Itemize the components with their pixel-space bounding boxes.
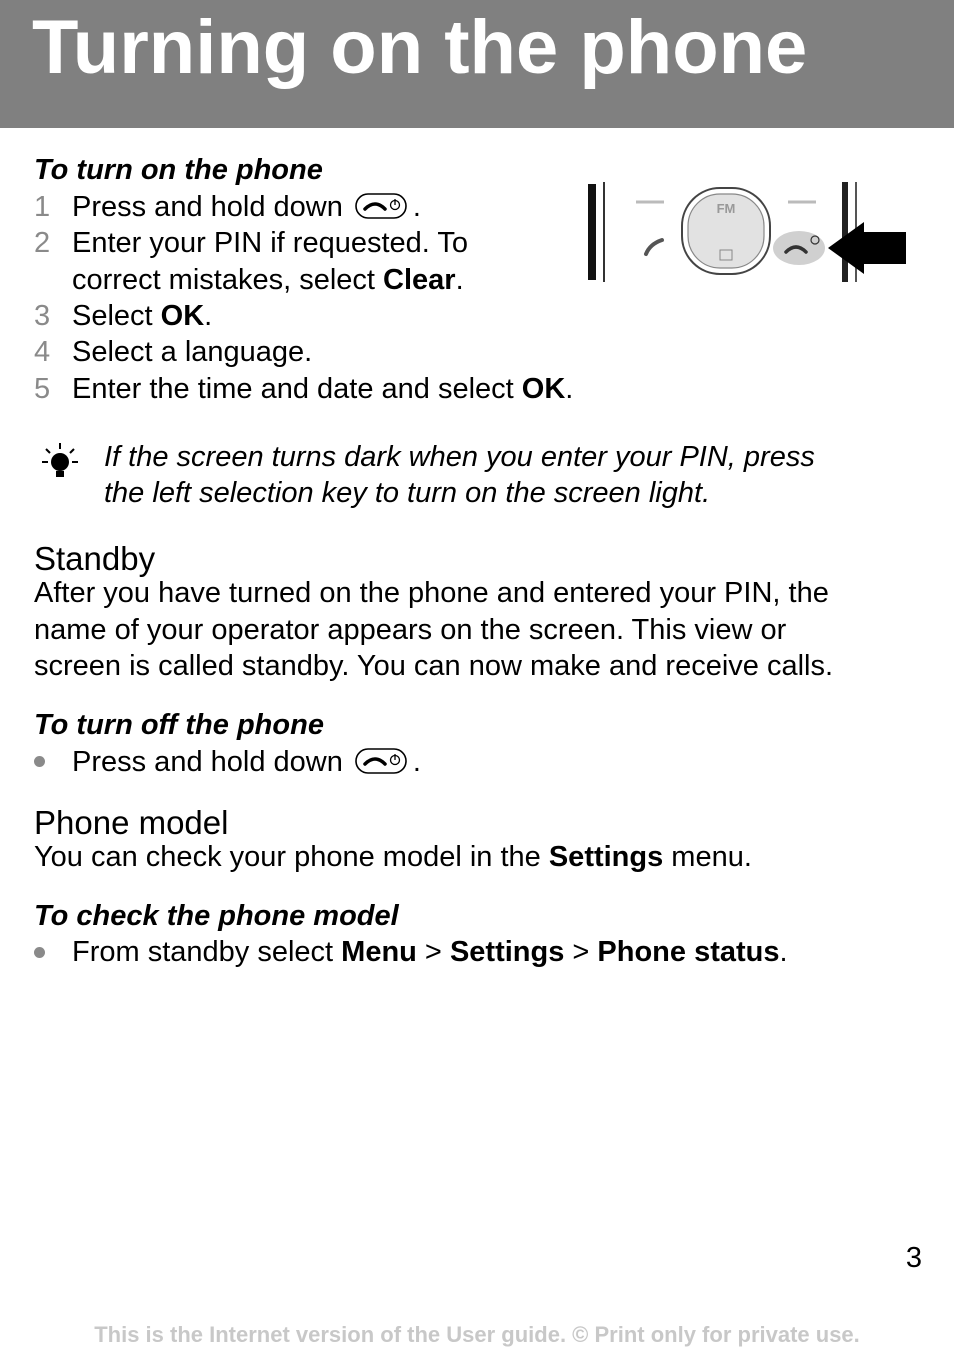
settings-label: Settings: [449, 936, 565, 968]
step-4: Select a language.: [72, 336, 313, 368]
step-3-suffix: .: [204, 300, 213, 332]
menu-label: Menu: [341, 936, 417, 968]
settings-label: Settings: [548, 841, 664, 873]
check-model-pre: From standby select: [72, 936, 342, 968]
step-1-suffix: .: [412, 191, 421, 223]
clear-label: Clear: [383, 264, 456, 296]
step-1-text: Press and hold down: [72, 191, 343, 223]
check-model-item: [72, 934, 788, 970]
phone-keypad-illustration: [584, 178, 909, 286]
ok-label: OK: [160, 300, 205, 332]
step-3: [72, 298, 212, 334]
call-key-icon: [646, 240, 662, 254]
turn-on-heading: To turn on the phone: [34, 154, 323, 186]
step-number: 5: [34, 373, 51, 405]
nav-key-icon: [682, 188, 770, 274]
phone-model-text: [34, 839, 752, 875]
tip-line-2: the left selection key to turn on the screen light.: [104, 477, 711, 509]
step-5-suffix: .: [565, 373, 574, 405]
turn-off-text: Press and hold down: [72, 746, 343, 778]
step-3-text: Select: [72, 300, 161, 332]
footer-notice: This is the Internet version of the User guide. © Print only for private use.: [94, 1322, 860, 1347]
standby-line-3: screen is called standby. You can now make and receive calls.: [34, 650, 834, 682]
step-number: 1: [34, 191, 51, 223]
bullet: [34, 756, 45, 767]
phone-model-post: menu.: [663, 841, 752, 873]
standby-heading: Standby: [34, 540, 156, 577]
step-number: 2: [34, 227, 51, 259]
tip-line-1: If the screen turns dark when you enter your PIN, press: [104, 441, 815, 473]
standby-line-2: name of your operator appears on the screen. This view or: [34, 614, 787, 646]
phone-model-pre: You can check your phone model in the: [34, 841, 549, 873]
turn-off-heading: To turn off the phone: [34, 709, 324, 741]
step-number: 3: [34, 300, 51, 332]
standby-line-1: After you have turned on the phone and entered your PIN, the: [34, 577, 829, 609]
ok-label: OK: [521, 373, 566, 405]
separator: >: [564, 936, 598, 968]
phone-model-heading: Phone model: [34, 804, 229, 841]
step-5: [72, 371, 573, 407]
page-number: 3: [905, 1242, 922, 1274]
separator: >: [416, 936, 450, 968]
fm-label: FM: [716, 201, 736, 216]
check-model-heading: To check the phone model: [34, 900, 399, 932]
page-title: Turning on the phone: [32, 5, 808, 90]
phone-status-label: Phone status: [597, 936, 780, 968]
step-2-text: correct mistakes, select: [72, 264, 384, 296]
step-5-text: Enter the time and date and select: [72, 373, 522, 405]
end-key-icon: [355, 193, 407, 219]
step-number: 4: [34, 336, 51, 368]
title-banner: [0, 0, 954, 128]
turn-off-item: [72, 744, 421, 780]
turn-off-suffix: .: [412, 746, 421, 778]
end-key-icon: [773, 231, 825, 265]
end-key-icon: [355, 748, 407, 774]
arrow-icon: [828, 222, 906, 274]
step-1: [72, 189, 421, 225]
bullet: [34, 947, 45, 958]
tip-bulb-icon: [40, 442, 80, 482]
step-2-line2: [72, 262, 464, 298]
check-model-post: .: [779, 936, 788, 968]
step-2-line1: Enter your PIN if requested. To: [72, 227, 469, 259]
step-2-suffix: .: [455, 264, 464, 296]
